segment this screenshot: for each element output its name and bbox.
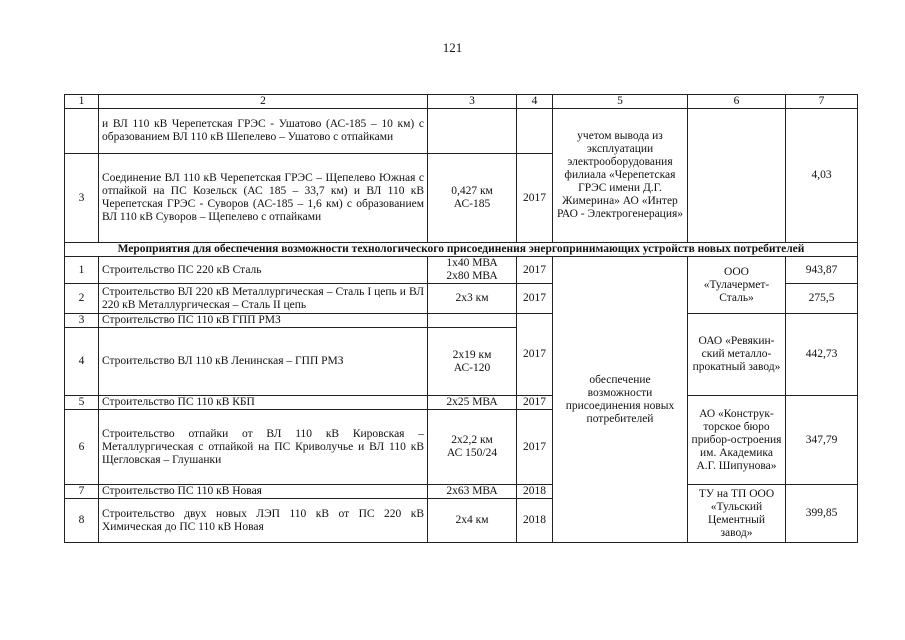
row-year: 2017	[517, 314, 553, 396]
row-number: 6	[65, 410, 99, 485]
row-parameters	[428, 314, 517, 328]
row-description: Строительство ПС 110 кВ Новая	[99, 485, 428, 499]
row-year: 2017	[517, 410, 553, 485]
customer-name: ОАО «Ревякин-ский металло-прокатный завод»	[688, 314, 786, 396]
row-cost: 399,85	[786, 485, 858, 543]
row-parameters: 2х2,2 км АС 150/24	[428, 410, 517, 485]
row-parameters: 2х3 км	[428, 284, 517, 314]
section-row	[65, 243, 858, 257]
row-parameters: 2х63 МВА	[428, 485, 517, 499]
header-col-1: 1	[65, 95, 99, 109]
row-year: 2018	[517, 485, 553, 499]
row-number: 4	[65, 328, 99, 396]
row-reason: обеспечение возможности присоединения новых потребителей	[553, 257, 688, 543]
row-customer	[688, 109, 786, 243]
row-parameters	[428, 109, 517, 154]
header-col-7: 7	[786, 95, 858, 109]
row-cost: 943,87	[786, 257, 858, 284]
header-col-5: 5	[553, 95, 688, 109]
row-parameters: 2х4 км	[428, 499, 517, 543]
table-row	[65, 257, 858, 284]
page-number: 121	[442, 40, 463, 55]
row-number: 8	[65, 499, 99, 543]
row-number: 3	[65, 154, 99, 243]
row-number: 7	[65, 485, 99, 499]
row-cost: 442,73	[786, 314, 858, 396]
customer-name: ТУ на ТП ООО «Тульский Цементный завод»	[688, 485, 786, 543]
row-description: и ВЛ 110 кВ Черепетская ГРЭС - Ушатово (АС-185 – 10 км) с образованием ВЛ 110 кВ Шепелево – Ушатово с отпайками	[99, 109, 428, 154]
row-year	[517, 109, 553, 154]
section-title: Мероприятия для обеспечения возможности технологического присоединения энергопринимающих устройств новых потребителей	[65, 243, 858, 257]
row-description: Строительство двух новых ЛЭП 110 кВ от ПС 220 кВ Химическая до ПС 110 кВ Новая	[99, 499, 428, 543]
row-description: Строительство отпайки от ВЛ 110 кВ Кировская – Металлургическая с отпайкой на ПС Криволучье и ВЛ 110 кВ Щегловская – Глушанки	[99, 410, 428, 485]
row-parameters: 2х25 МВА	[428, 396, 517, 410]
row-number: 1	[65, 257, 99, 284]
row-year: 2017	[517, 257, 553, 284]
row-number: 5	[65, 396, 99, 410]
table-row	[65, 109, 858, 154]
customer-name: АО «Конструк-торское бюро прибор-остроения им. Академика А.Г. Шипунова»	[688, 396, 786, 485]
table-row	[65, 314, 858, 328]
header-col-4: 4	[517, 95, 553, 109]
row-description: Строительство ПС 110 кВ КБП	[99, 396, 428, 410]
row-year: 2017	[517, 284, 553, 314]
row-parameters: 0,427 км АС-185	[428, 154, 517, 243]
table-row	[65, 485, 858, 499]
row-description: Строительство ВЛ 220 кВ Металлургическая – Сталь I цепь и ВЛ 220 кВ Металлургическая – Сталь II цепь	[99, 284, 428, 314]
row-year: 2017	[517, 396, 553, 410]
row-description: Строительство ПС 110 кВ ГПП РМЗ	[99, 314, 428, 328]
row-description: Соединение ВЛ 110 кВ Черепетская ГРЭС – Щепелево Южная с отпайкой на ПС Козельск (АС 185 – 33,7 км) и ВЛ 110 кВ Черепетская ГРЭС - Суворов (АС-185 – 1,6 км) с образованием ВЛ 110 кВ Суворов – Щепелево с отпайками	[99, 154, 428, 243]
row-number: 2	[65, 284, 99, 314]
investment-table	[64, 94, 858, 543]
customer-name: ООО «Тулачермет-Сталь»	[688, 257, 786, 314]
row-cost: 275,5	[786, 284, 858, 314]
row-description: Строительство ВЛ 110 кВ Ленинская – ГПП РМЗ	[99, 328, 428, 396]
header-col-2: 2	[99, 95, 428, 109]
table-row	[65, 396, 858, 410]
header-row	[65, 95, 858, 109]
row-cost: 347,79	[786, 396, 858, 485]
row-reason: учетом вывода из эксплуатации электрооборудования филиала «Черепетская ГРЭС имени Д.Г. Жимерина» АО «Интер РАО - Электрогенерация»	[553, 109, 688, 243]
row-year: 2018	[517, 499, 553, 543]
row-number	[65, 109, 99, 154]
row-number: 3	[65, 314, 99, 328]
header-col-6: 6	[688, 95, 786, 109]
row-year: 2017	[517, 154, 553, 243]
row-description: Строительство ПС 220 кВ Сталь	[99, 257, 428, 284]
header-col-3: 3	[428, 95, 517, 109]
row-parameters: 1х40 МВА 2х80 МВА	[428, 257, 517, 284]
row-parameters: 2х19 км АС-120	[428, 328, 517, 396]
row-cost: 4,03	[786, 109, 858, 243]
